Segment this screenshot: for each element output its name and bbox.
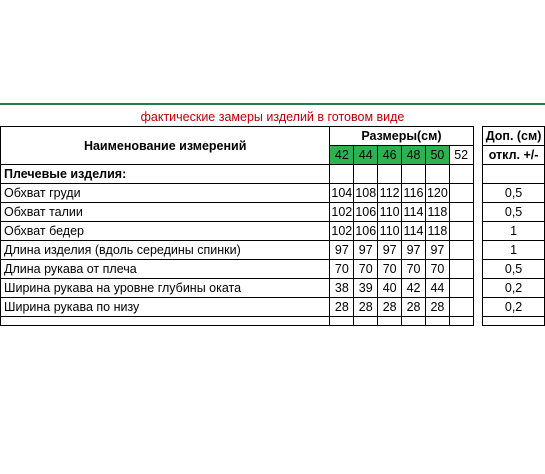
gap-cell: [425, 317, 449, 326]
value-size-52: [449, 241, 473, 260]
value-size-46: 110: [378, 222, 402, 241]
value-size-46: 28: [378, 298, 402, 317]
size-header-48: 48: [402, 146, 426, 165]
measurement-name: Ширина рукава на уровне глубины оката: [1, 279, 330, 298]
table-row: [1, 203, 545, 222]
measurement-name: Обхват талии: [1, 203, 330, 222]
value-size-52: [449, 222, 473, 241]
gap-cell: [1, 317, 330, 326]
gap-cell: [449, 317, 473, 326]
value-size-48: 70: [402, 260, 426, 279]
value-size-46: 40: [378, 279, 402, 298]
value-size-42: 102: [330, 203, 354, 222]
value-size-52: [449, 203, 473, 222]
value-size-50: 118: [425, 203, 449, 222]
value-size-48: 42: [402, 279, 426, 298]
size-header-42: 42: [330, 146, 354, 165]
value-size-44: 70: [354, 260, 378, 279]
tolerance-value: 0,2: [483, 298, 545, 317]
tolerance-value: 0,5: [483, 203, 545, 222]
empty-cell: [449, 165, 473, 184]
value-size-44: 97: [354, 241, 378, 260]
size-header-44: 44: [354, 146, 378, 165]
value-size-52: [449, 298, 473, 317]
measurement-name: Длина рукава от плеча: [1, 260, 330, 279]
spacer-cell: [473, 127, 483, 165]
value-size-42: 102: [330, 222, 354, 241]
measurement-name: Обхват бедер: [1, 222, 330, 241]
table-row: [1, 184, 545, 203]
value-size-50: 70: [425, 260, 449, 279]
value-size-52: [449, 279, 473, 298]
tolerance-value: 0,5: [483, 260, 545, 279]
value-size-48: 114: [402, 222, 426, 241]
spacer-cell: [473, 298, 483, 317]
value-size-52: [449, 260, 473, 279]
value-size-48: 114: [402, 203, 426, 222]
value-size-50: 28: [425, 298, 449, 317]
value-size-50: 97: [425, 241, 449, 260]
size-header-50: 50: [425, 146, 449, 165]
spacer-cell: [473, 241, 483, 260]
tolerance-value: 1: [483, 222, 545, 241]
gap-cell: [354, 317, 378, 326]
sizes-column-header: Размеры(см): [330, 127, 473, 146]
measurement-name: Длина изделия (вдоль середины спинки): [1, 241, 330, 260]
spacer-cell: [473, 260, 483, 279]
gap-cell: [402, 317, 426, 326]
measurements-table: [0, 108, 545, 326]
empty-cell: [402, 165, 426, 184]
gap-cell: [378, 317, 402, 326]
value-size-48: 28: [402, 298, 426, 317]
name-column-header: Наименование измерений: [1, 127, 330, 165]
gap-cell: [483, 317, 545, 326]
empty-cell: [483, 165, 545, 184]
tolerance-header-line1: Доп. (см): [483, 127, 545, 146]
empty-cell: [354, 165, 378, 184]
table-row: [1, 298, 545, 317]
value-size-48: 97: [402, 241, 426, 260]
value-size-46: 97: [378, 241, 402, 260]
value-size-46: 112: [378, 184, 402, 203]
gap-cell: [330, 317, 354, 326]
spacer-cell: [473, 222, 483, 241]
spacer-cell: [473, 184, 483, 203]
value-size-44: 106: [354, 203, 378, 222]
empty-cell: [425, 165, 449, 184]
tolerance-value: 0,5: [483, 184, 545, 203]
value-size-44: 108: [354, 184, 378, 203]
value-size-46: 110: [378, 203, 402, 222]
value-size-42: 38: [330, 279, 354, 298]
measurement-name: Ширина рукава по низу: [1, 298, 330, 317]
value-size-48: 116: [402, 184, 426, 203]
size-header-52: 52: [449, 146, 473, 165]
value-size-44: 28: [354, 298, 378, 317]
section-title: Плечевые изделия:: [1, 165, 330, 184]
table-row: [1, 241, 545, 260]
value-size-42: 28: [330, 298, 354, 317]
empty-cell: [378, 165, 402, 184]
value-size-42: 104: [330, 184, 354, 203]
value-size-42: 70: [330, 260, 354, 279]
size-header-46: 46: [378, 146, 402, 165]
value-size-44: 106: [354, 222, 378, 241]
tolerance-header-line2: откл. +/-: [483, 146, 545, 165]
table-row: [1, 279, 545, 298]
value-size-50: 120: [425, 184, 449, 203]
spacer-cell: [473, 317, 483, 326]
spacer-cell: [473, 165, 483, 184]
spacer-cell: [473, 203, 483, 222]
value-size-50: 44: [425, 279, 449, 298]
spacer-cell: [473, 279, 483, 298]
value-size-44: 39: [354, 279, 378, 298]
value-size-50: 118: [425, 222, 449, 241]
value-size-52: [449, 184, 473, 203]
tolerance-value: 1: [483, 241, 545, 260]
table-caption: фактические замеры изделий в готовом виде: [140, 110, 405, 124]
table-row: [1, 260, 545, 279]
measurement-name: Обхват груди: [1, 184, 330, 203]
value-size-46: 70: [378, 260, 402, 279]
table-row: [1, 222, 545, 241]
value-size-42: 97: [330, 241, 354, 260]
tolerance-value: 0,2: [483, 279, 545, 298]
empty-cell: [330, 165, 354, 184]
sheet-top-line: [0, 103, 545, 105]
